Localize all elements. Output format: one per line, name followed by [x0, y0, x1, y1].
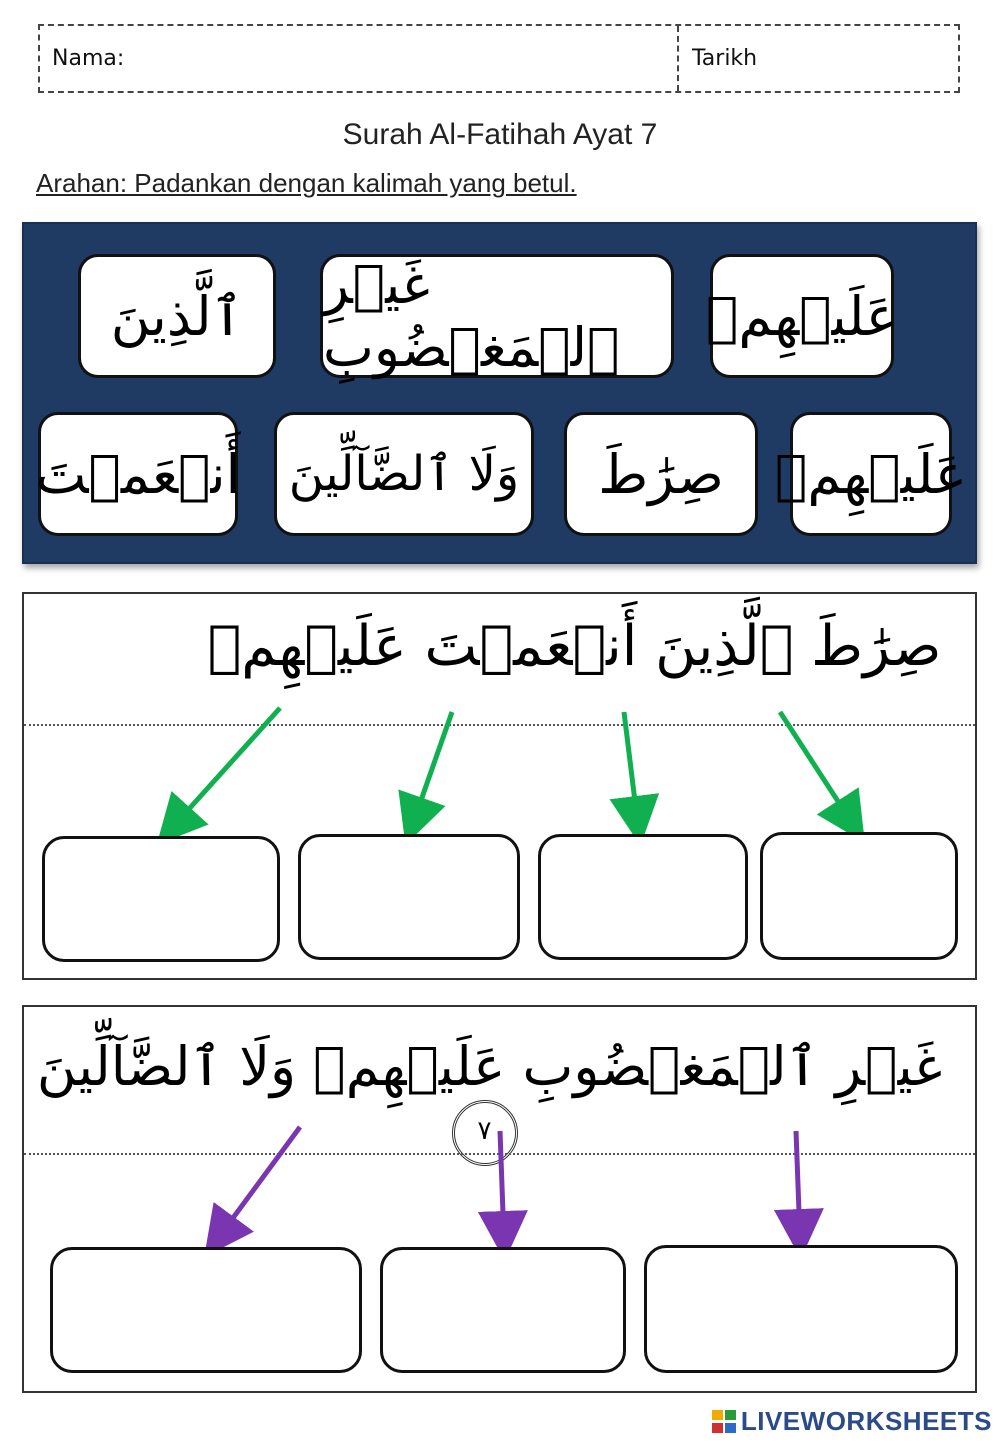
word-card-alaihim-2[interactable]: عَلَيۡهِمۡ — [790, 412, 952, 536]
ayah-number-mark: ٧ — [452, 1100, 518, 1166]
word-card-anamta[interactable]: أَنۡعَمۡتَ — [38, 412, 238, 536]
header-divider — [677, 26, 679, 91]
liveworksheets-logo-icon — [712, 1410, 738, 1434]
answer-box-6[interactable] — [380, 1247, 626, 1373]
answer-box-4[interactable] — [760, 832, 958, 960]
verse-text-2: غَيۡرِ ٱلۡمَغۡضُوبِ عَلَيۡهِمۡ وَلَا ٱلضَّآلِّينَ — [36, 1035, 943, 1098]
page-title: Surah Al-Fatihah Ayat 7 — [342, 118, 658, 151]
brand-text: LIVEWORKSHEETS — [740, 1406, 992, 1436]
answer-box-3[interactable] — [538, 834, 748, 960]
matching-panel-1 — [22, 592, 977, 980]
answer-box-1[interactable] — [42, 836, 280, 962]
date-label: Tarikh — [692, 46, 758, 71]
arrow-2 — [412, 712, 452, 826]
answer-box-5[interactable] — [50, 1247, 362, 1373]
answer-box-7[interactable] — [644, 1245, 958, 1373]
student-info-box — [38, 24, 960, 93]
word-card-wala-ddallin[interactable]: وَلَا ٱلضَّآلِّينَ — [274, 412, 534, 536]
arrow-1 — [170, 708, 280, 830]
word-card-sirata[interactable]: صِرَٰطَ — [564, 412, 758, 536]
arrow-5 — [216, 1127, 300, 1241]
arrow-3 — [624, 712, 638, 826]
liveworksheets-logo — [712, 1406, 992, 1437]
verse-line-1: صِرَٰطَ ٱلَّذِينَ أَنۡعَمۡتَ عَلَيۡهِمۡ — [207, 614, 942, 679]
word-card-alaihim-1[interactable]: عَلَيۡهِمۡ — [710, 254, 894, 378]
word-card-ghairil-maghdubi[interactable]: غَيۡرِ ٱلۡمَغۡضُوبِ — [320, 254, 674, 378]
arrow-6 — [500, 1131, 504, 1241]
word-bank — [22, 222, 977, 564]
arrow-4 — [780, 712, 854, 826]
word-card-alladhina[interactable]: ٱلَّذِينَ — [78, 254, 276, 378]
matching-panel-2 — [22, 1005, 977, 1393]
name-label: Nama: — [52, 46, 125, 71]
answer-box-2[interactable] — [298, 834, 520, 960]
arrow-7 — [796, 1131, 800, 1239]
instruction: Arahan: Padankan dengan kalimah yang betul. — [36, 168, 577, 198]
